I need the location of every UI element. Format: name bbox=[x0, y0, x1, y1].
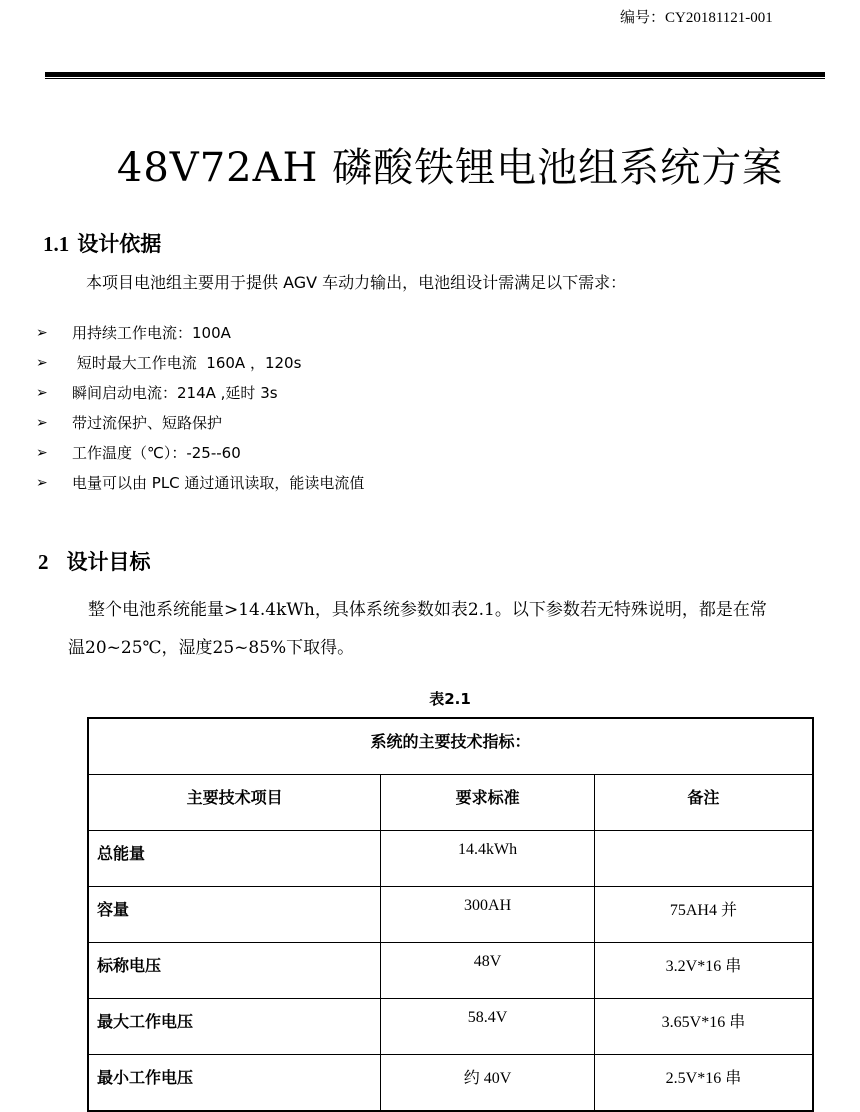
arrow-bullet-icon: ➢ bbox=[36, 385, 48, 401]
section-1-heading bbox=[43, 228, 161, 258]
list-item-text: 电量可以由 PLC 通过通讯读取，能读电流值 bbox=[72, 474, 365, 492]
section-1-number: 1.1 bbox=[43, 232, 70, 256]
section-1-intro: 本项目电池组主要用于提供 AGV 车动力输出，电池组设计需满足以下需求： bbox=[86, 273, 627, 292]
section-1-title: 设计依据 bbox=[77, 232, 162, 256]
table-row bbox=[88, 887, 813, 943]
list-item-text: 短时最大工作电流 160A ，120s bbox=[72, 354, 302, 372]
table-cell: 48V bbox=[381, 943, 595, 999]
table-title: 系统的主要技术指标： bbox=[88, 718, 813, 775]
arrow-bullet-icon: ➢ bbox=[36, 475, 48, 491]
list-item-text: 瞬间启动电流：214A ,延时 3s bbox=[72, 384, 278, 402]
header-rule bbox=[45, 72, 825, 79]
column-header: 备注 bbox=[594, 775, 813, 831]
column-header: 主要技术项目 bbox=[88, 775, 381, 831]
table-cell: 最大工作电压 bbox=[88, 999, 381, 1055]
table-cell bbox=[594, 831, 813, 887]
table-cell: 容量 bbox=[88, 887, 381, 943]
section-2-paragraph-line-1: 整个电池系统能量>14.4kWh，具体系统参数如表2.1。以下参数若无特殊说明，都是在常 bbox=[88, 600, 767, 620]
table-cell: 3.65V*16 串 bbox=[594, 999, 813, 1055]
section-2-heading bbox=[38, 546, 151, 576]
table-header-row bbox=[88, 775, 813, 831]
column-header: 要求标准 bbox=[381, 775, 595, 831]
list-item bbox=[36, 468, 364, 498]
list-item-text: 工作温度（℃）：-25--60 bbox=[72, 444, 241, 462]
table-cell: 14.4kWh bbox=[381, 831, 595, 887]
table-cell: 300AH bbox=[381, 887, 595, 943]
table-title-row bbox=[88, 718, 813, 775]
table-cell: 3.2V*16 串 bbox=[594, 943, 813, 999]
table-cell: 2.5V*16 串 bbox=[594, 1055, 813, 1112]
arrow-bullet-icon: ➢ bbox=[36, 325, 48, 341]
table-row bbox=[88, 999, 813, 1055]
list-item-text: 用持续工作电流：100A bbox=[72, 324, 231, 342]
table-cell: 约 40V bbox=[381, 1055, 595, 1112]
table-cell: 75AH4 并 bbox=[594, 887, 813, 943]
document-number: 编号：CY20181121-001 bbox=[620, 10, 773, 26]
table-cell: 总能量 bbox=[88, 831, 381, 887]
list-item bbox=[36, 348, 364, 378]
table-row bbox=[88, 1055, 813, 1112]
table-cell: 最小工作电压 bbox=[88, 1055, 381, 1112]
list-item-text: 带过流保护、短路保护 bbox=[72, 414, 223, 432]
section-2-title: 设计目标 bbox=[66, 550, 151, 574]
requirements-list bbox=[36, 318, 364, 498]
table-row bbox=[88, 831, 813, 887]
section-2-paragraph-line-2: 温20~25℃，湿度25~85%下取得。 bbox=[68, 638, 355, 658]
table-caption: 表2.1 bbox=[429, 690, 471, 708]
document-title: 48V72AH 磷酸铁锂电池组系统方案 bbox=[116, 145, 784, 191]
list-item bbox=[36, 378, 364, 408]
table-cell: 标称电压 bbox=[88, 943, 381, 999]
list-item bbox=[36, 318, 364, 348]
list-item bbox=[36, 408, 364, 438]
table-cell: 58.4V bbox=[381, 999, 595, 1055]
list-item bbox=[36, 438, 364, 468]
spec-table bbox=[87, 717, 814, 1112]
arrow-bullet-icon: ➢ bbox=[36, 445, 48, 461]
arrow-bullet-icon: ➢ bbox=[36, 355, 48, 371]
table-row bbox=[88, 943, 813, 999]
arrow-bullet-icon: ➢ bbox=[36, 415, 48, 431]
section-2-number: 2 bbox=[38, 550, 49, 574]
